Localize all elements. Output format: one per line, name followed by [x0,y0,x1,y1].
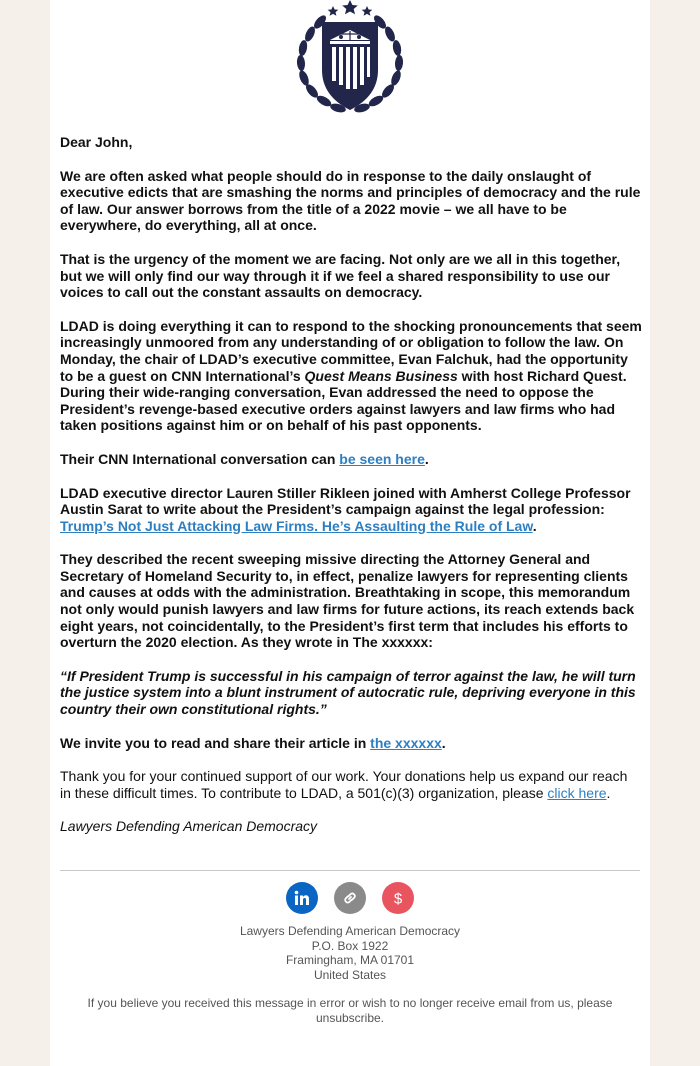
social-links [50,882,650,914]
be-seen-here-link[interactable]: be seen here [339,450,425,467]
paragraph-donate [60,768,642,801]
paragraph-invite [60,735,642,752]
article-quote: “If President Trump is successful in his campaign of terror against the law, he will turn the justice system into a blunt instrument of autocratic rule, depriving everyone in this country their own constitutional rights.” [60,667,636,718]
article-link[interactable]: Trump’s Not Just Attacking Law Firms. He’s Assaulting the Rule of Law [60,517,533,534]
message-content [60,134,642,852]
address-country: United States [313,967,387,982]
link-icon [342,890,358,906]
paragraph-cnn-interview [60,318,642,434]
donate-button[interactable] [382,882,414,914]
linkedin-icon [294,890,310,906]
website-link-button[interactable] [334,882,366,914]
text: We invite you to read and share their article in [60,734,371,751]
text: Thank you for your continued support of our work. Your donations help us expand our reach in these difficult times. To contribute to LDAD, a 501(c)(3) organization, please [60,768,628,801]
text: LDAD is doing everything it can to respond to the shocking pronouncements that seem increasingly unmoored from any understanding of or obligation to follow the law. On Monday, the chair of LDAD’s executive committee, Evan Falchuk, had the opportunity to be a guest on CNN International’s [60,317,642,384]
show-title: Quest Means Business [304,367,458,384]
text: Their CNN International conversation can [60,450,340,467]
text: . [424,450,429,467]
address-org: Lawyers Defending American Democracy [239,924,461,938]
text: . [532,517,537,534]
text: . [606,784,611,801]
paragraph-memorandum: They described the recent sweeping missive directing the Attorney General and Secretary of Homeland Security to, in effect, penalize lawyers for representing clients and causes at odds with the administration. Breathtaking in scope, this memorandum not only would punish lawyers and law firms for future actions, its reach extends back eight years, not coincidentally, to the President’s first term that includes his efforts to overturn the 2020 election. As they wrote in The xxxxxx: [60,551,635,651]
greeting: Dear John, [60,134,133,150]
svg-text:$: $ [394,890,403,906]
address-box: P.O. Box 1922 [311,938,389,953]
mailing-address [50,924,650,982]
footer-divider [60,870,640,871]
text: . [441,734,446,751]
signature: Lawyers Defending American Democracy [60,818,318,835]
paragraph-together: That is the urgency of the moment we are facing. Not only are we all in this together, but we will only find our way through it if we feel a shared responsibility to use our voices to call out the constant assaults on democracy. [60,250,621,301]
paragraph-cnn-link [60,451,642,468]
ldad-logo [286,0,414,120]
unsubscribe-note[interactable]: If you believe you received this message in error or wish to no longer receive email from us, please unsubscribe. [87,996,613,1025]
email-body [50,0,650,1066]
publication-link[interactable]: the xxxxxx [370,734,442,751]
dollar-icon [390,890,406,906]
donate-link[interactable]: click here [547,784,607,801]
linkedin-button[interactable] [286,882,318,914]
paragraph-article [60,485,642,535]
text: LDAD executive director Lauren Stiller Rikleen joined with Amherst College Professor Austin Sarat to write about the President’s campaign against the legal profession: [60,484,631,518]
paragraph-urgency: We are often asked what people should do in response to the daily onslaught of executive edicts that are smashing the norms and principles of democracy and the rule of law. Our answer borrows from the title of a 2022 movie – we all have to be everywhere, do everything, all at once. [60,167,641,234]
address-city: Framingham, MA 01701 [285,953,415,967]
text: with host Richard Quest. During their wide-ranging conversation, Evan addressed the need to oppose the President’s revenge-based executive orders against lawyers and law firms who had taken positions against him or on behalf of his past opponents. [60,367,627,434]
